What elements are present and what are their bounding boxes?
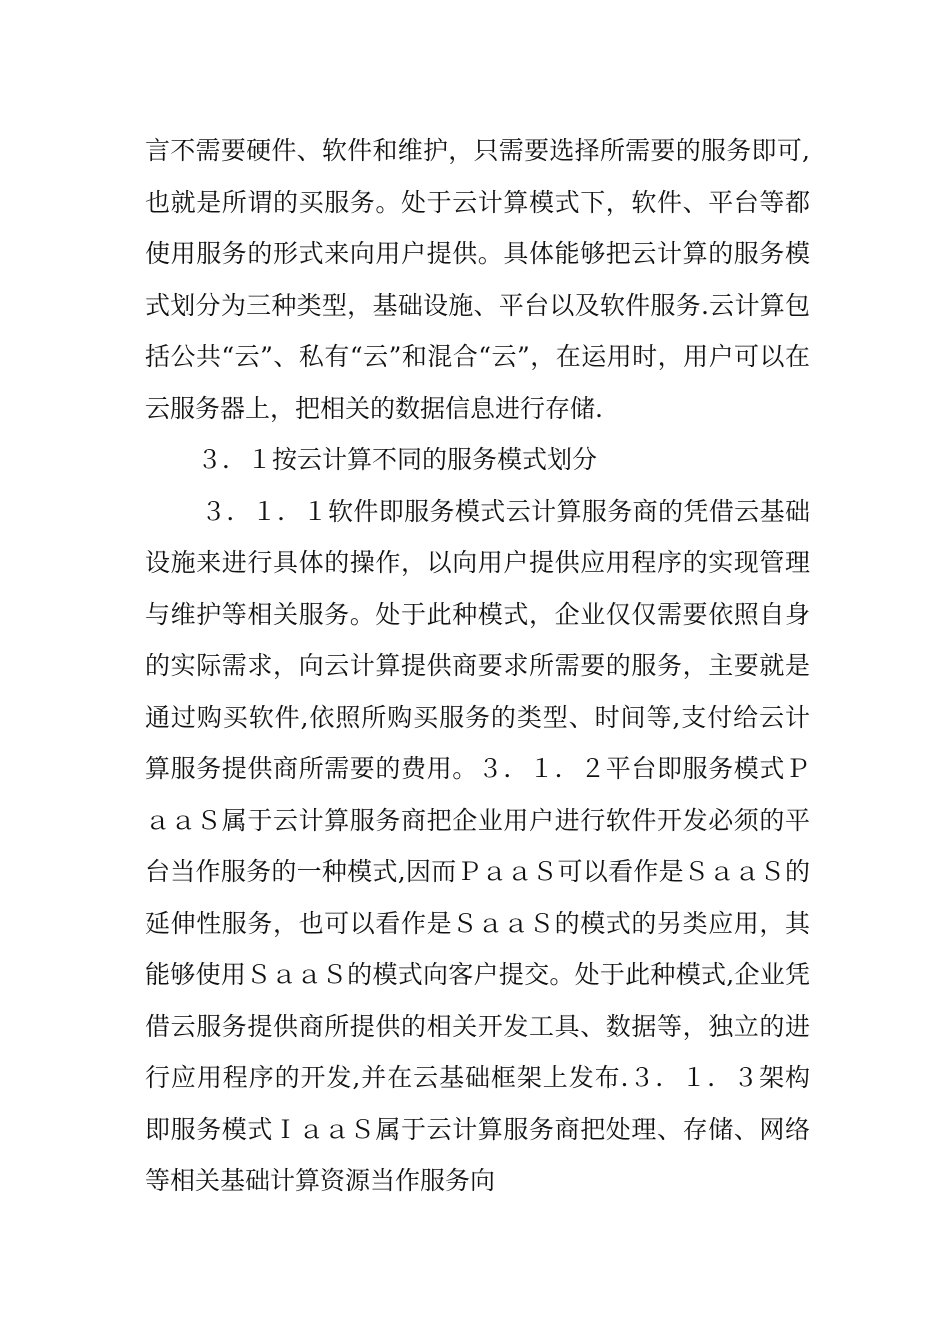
paragraph-cloud-services: 言不需要硬件、软件和维护，只需要选择所需要的服务即可,也就是所谓的买服务。处于云计算模式下，软件、平台等都使用服务的形式来向用户提供。具体能够把云计算的服务模式划分为三种类型，基础设施、平台以及软件服务.云计算包括公共“云”、私有“云”和混合“云”，在运用时，用户可以在云服务器上，把相关的数据信息进行存储. [145,136,810,423]
paragraph-service-models: ３．１．１软件即服务模式云计算服务商的凭借云基础设施来进行具体的操作，以向用户提供应用程序的实现管理与维护等相关服务。处于此种模式，企业仅仅需要依照自身的实际需求，向云计算提供商要求所需要的服务，主要就是通过购买软件,依照所购买服务的类型、时间等,支付给云计算服务提供商所需要的费用。３．１．２平台即服务模式ＰａａＳ属于云计算服务商把企业用户进行软件开发必须的平台当作服务的一种模式,因而ＰａａＳ可以看作是ＳａａＳ的延伸性服务，也可以看作是ＳａａＳ的模式的另类应用，其能够使用ＳａａＳ的模式向客户提交。处于此种模式,企业凭借云服务提供商所提供的相关开发工具、数据等，独立的进行应用程序的开发,并在云基础框架上发布.３．１．３架构即服务模式ＩａａＳ属于云计算服务商把处理、存储、网络等相关基础计算资源当作服务向 [145,496,810,1195]
body-text [145,125,810,1207]
section-heading-3-1: ３．１按云计算不同的服务模式划分 [197,445,598,474]
